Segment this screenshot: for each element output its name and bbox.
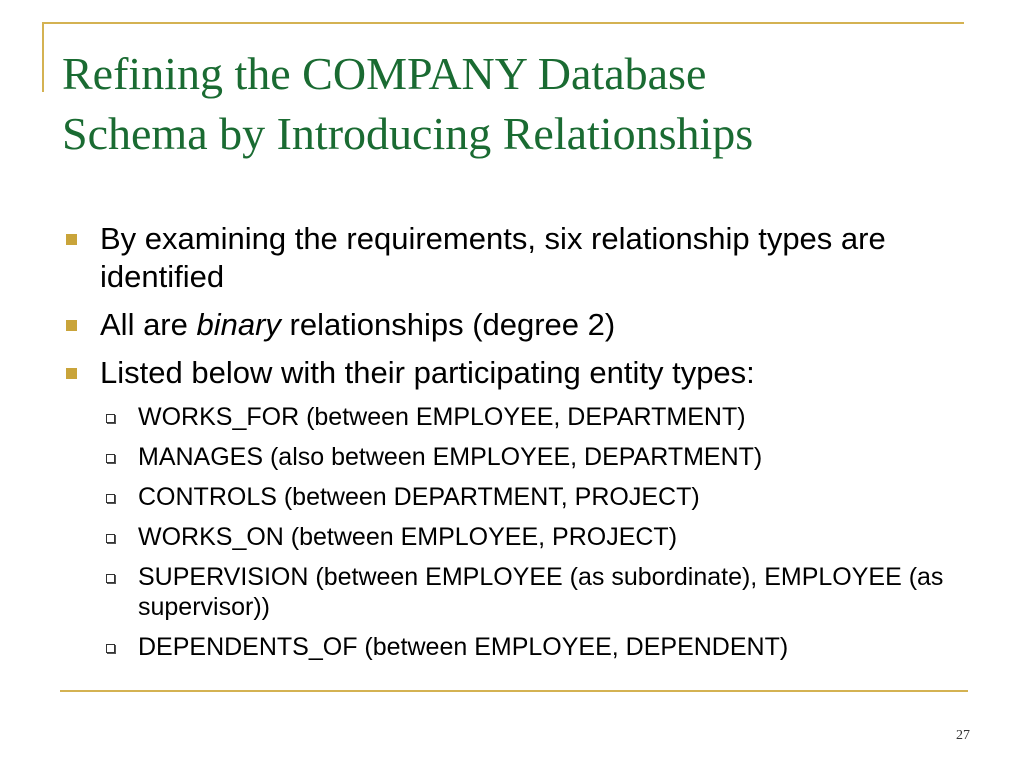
hollow-square-bullet-icon bbox=[106, 414, 115, 423]
bottom-rule bbox=[60, 690, 968, 692]
slide-content bbox=[62, 220, 962, 672]
hollow-square-bullet-icon bbox=[106, 644, 115, 653]
sub-bullet-item bbox=[62, 402, 962, 432]
sub-bullet-item bbox=[62, 482, 962, 512]
sub-bullet-text: CONTROLS (between DEPARTMENT, PROJECT) bbox=[138, 483, 700, 511]
bullet-item bbox=[62, 306, 962, 344]
sub-bullet-item bbox=[62, 442, 962, 472]
page-number: 27 bbox=[956, 728, 970, 743]
sub-bullet-text: WORKS_ON (between EMPLOYEE, PROJECT) bbox=[138, 523, 678, 551]
square-bullet-icon bbox=[66, 234, 77, 245]
sub-bullet-text: WORKS_FOR (between EMPLOYEE, DEPARTMENT) bbox=[138, 403, 746, 431]
bullet-text: By examining the requirements, six relationship types are identified bbox=[100, 221, 886, 294]
title-line-1: Refining the COMPANY Database bbox=[62, 48, 707, 99]
square-bullet-icon bbox=[66, 320, 77, 331]
bullet-item bbox=[62, 354, 962, 392]
hollow-square-bullet-icon bbox=[106, 574, 115, 583]
slide-title bbox=[62, 44, 962, 164]
sub-bullet-item bbox=[62, 522, 962, 552]
bullet-item bbox=[62, 220, 962, 296]
sub-bullet-item bbox=[62, 562, 962, 622]
bullet-text-suffix: relationships (degree 2) bbox=[280, 307, 616, 342]
hollow-square-bullet-icon bbox=[106, 454, 115, 463]
bullet-text-emphasis: binary bbox=[196, 307, 281, 342]
hollow-square-bullet-icon bbox=[106, 534, 115, 543]
bullet-text-prefix: All are bbox=[100, 307, 197, 342]
sub-bullet-item bbox=[62, 632, 962, 662]
sub-bullet-text: DEPENDENTS_OF (between EMPLOYEE, DEPENDENT) bbox=[138, 633, 789, 661]
sub-bullet-text: SUPERVISION (between EMPLOYEE (as subordinate), EMPLOYEE (as supervisor)) bbox=[138, 563, 944, 621]
sub-bullet-text: MANAGES (also between EMPLOYEE, DEPARTMENT) bbox=[138, 443, 763, 471]
title-line-2: Schema by Introducing Relationships bbox=[62, 108, 754, 159]
square-bullet-icon bbox=[66, 368, 77, 379]
top-rule bbox=[42, 22, 964, 24]
bullet-text: Listed below with their participating entity types: bbox=[100, 355, 755, 390]
left-rule bbox=[42, 22, 44, 92]
hollow-square-bullet-icon bbox=[106, 494, 115, 503]
